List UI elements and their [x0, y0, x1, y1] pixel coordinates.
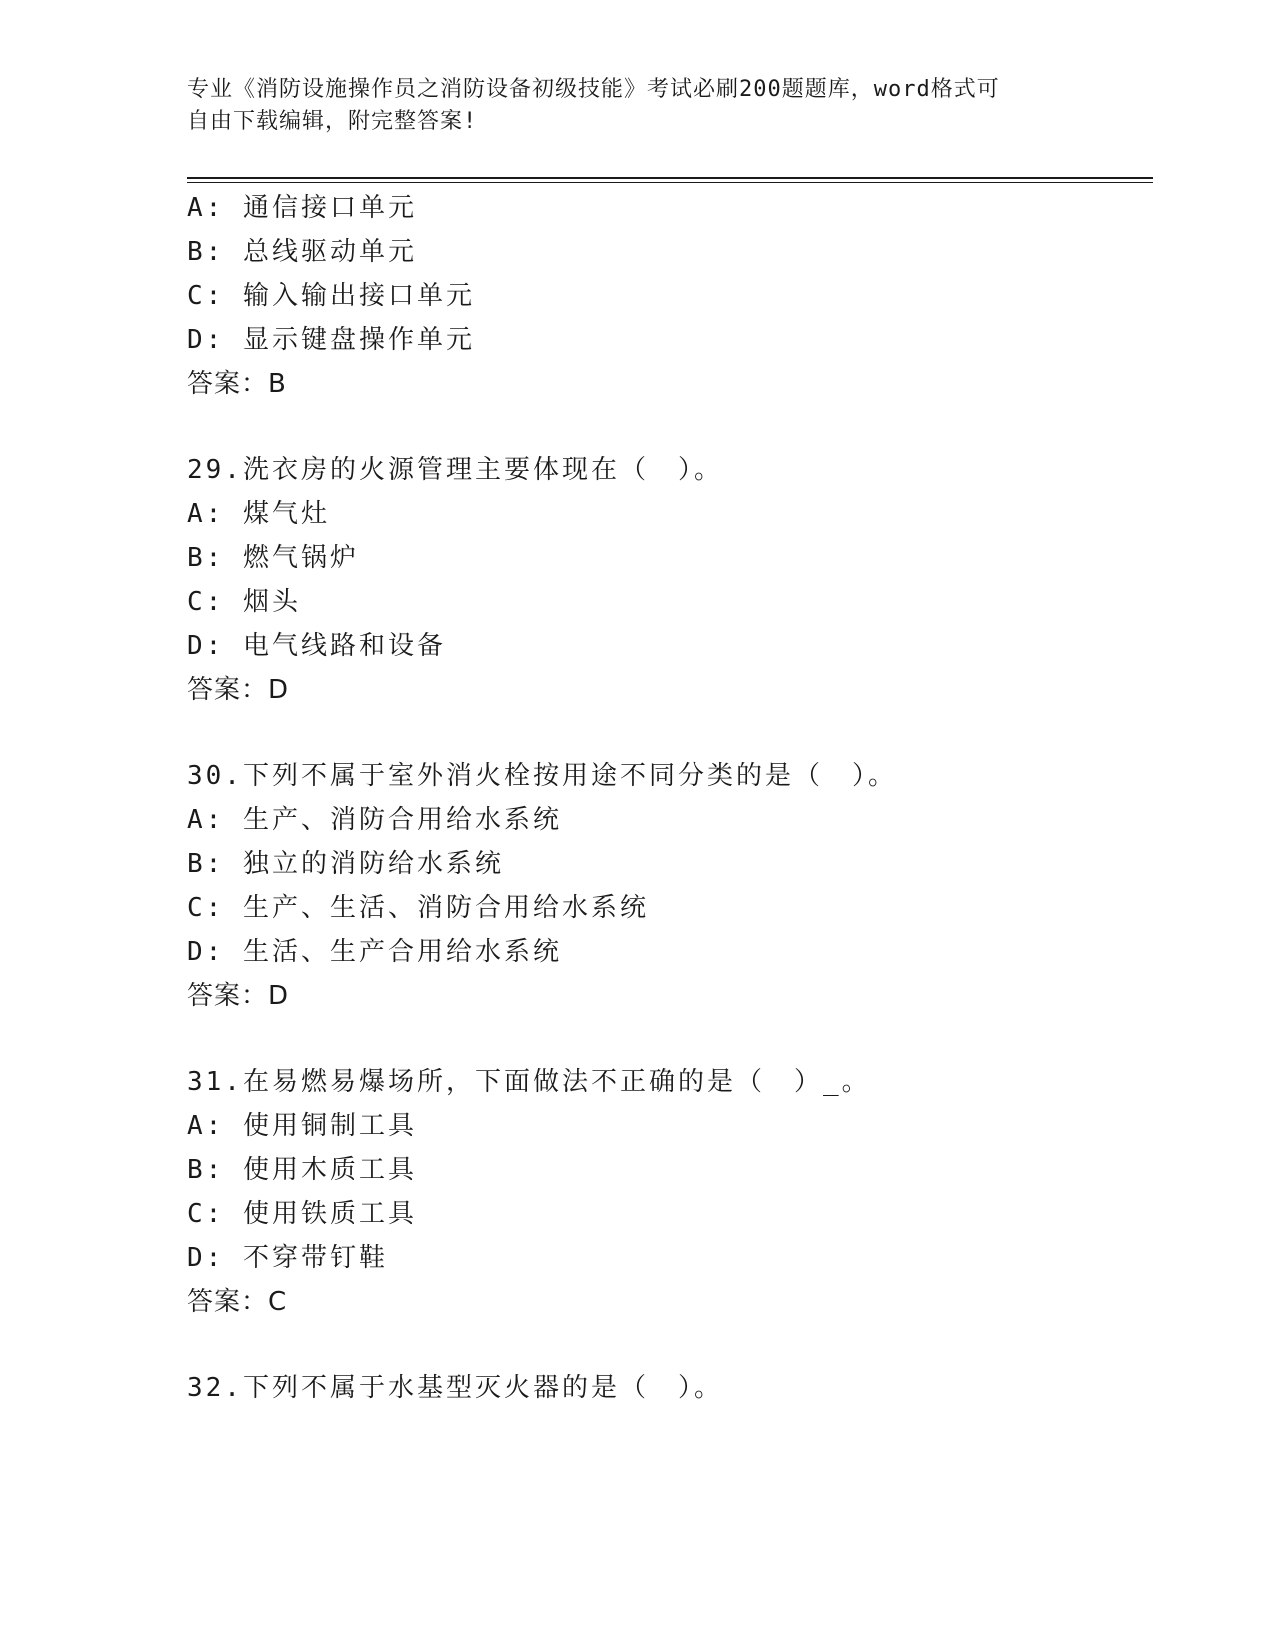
- q29-option-c: C: 烟头: [187, 587, 301, 617]
- header-line-1: 专业《消防设施操作员之消防设备初级技能》考试必刷200题题库，word格式可: [187, 77, 1000, 102]
- q28-option-d: D: 显示键盘操作单元: [187, 325, 475, 355]
- q31-option-a: A: 使用铜制工具: [187, 1111, 417, 1141]
- q31-question: 31.在易燃易爆场所，下面做法不正确的是（ ）_。: [187, 1067, 871, 1097]
- q31-option-c: C: 使用铁质工具: [187, 1199, 417, 1229]
- q29-option-a: A: 煤气灶: [187, 499, 330, 529]
- q28-option-a: A: 通信接口单元: [187, 193, 417, 223]
- q29-question: 29.洗衣房的火源管理主要体现在（ ）。: [187, 455, 723, 485]
- q29-answer: 答案：D: [187, 675, 290, 705]
- q30-option-d: D: 生活、生产合用给水系统: [187, 937, 562, 967]
- document-header: [187, 74, 1087, 138]
- q30-question: 30.下列不属于室外消火栓按用途不同分类的是（ ）。: [187, 761, 897, 791]
- header-line-2: 自由下载编辑，附完整答案!: [187, 109, 478, 134]
- q28-option-b: B: 总线驱动单元: [187, 237, 417, 267]
- q31-option-d: D: 不穿带钉鞋: [187, 1243, 388, 1273]
- q30-option-b: B: 独立的消防给水系统: [187, 849, 504, 879]
- q28-option-c: C: 输入输出接口单元: [187, 281, 475, 311]
- q28-answer: 答案：B: [187, 369, 287, 399]
- q31-answer: 答案：C: [187, 1287, 288, 1317]
- q29-option-d: D: 电气线路和设备: [187, 631, 446, 661]
- header-divider: [187, 177, 1153, 183]
- q31-option-b: B: 使用木质工具: [187, 1155, 417, 1185]
- q30-option-a: A: 生产、消防合用给水系统: [187, 805, 562, 835]
- q29-option-b: B: 燃气锅炉: [187, 543, 359, 573]
- q30-answer: 答案：D: [187, 981, 290, 1011]
- q32-question: 32.下列不属于水基型灭火器的是（ ）。: [187, 1373, 723, 1403]
- q30-option-c: C: 生产、生活、消防合用给水系统: [187, 893, 649, 923]
